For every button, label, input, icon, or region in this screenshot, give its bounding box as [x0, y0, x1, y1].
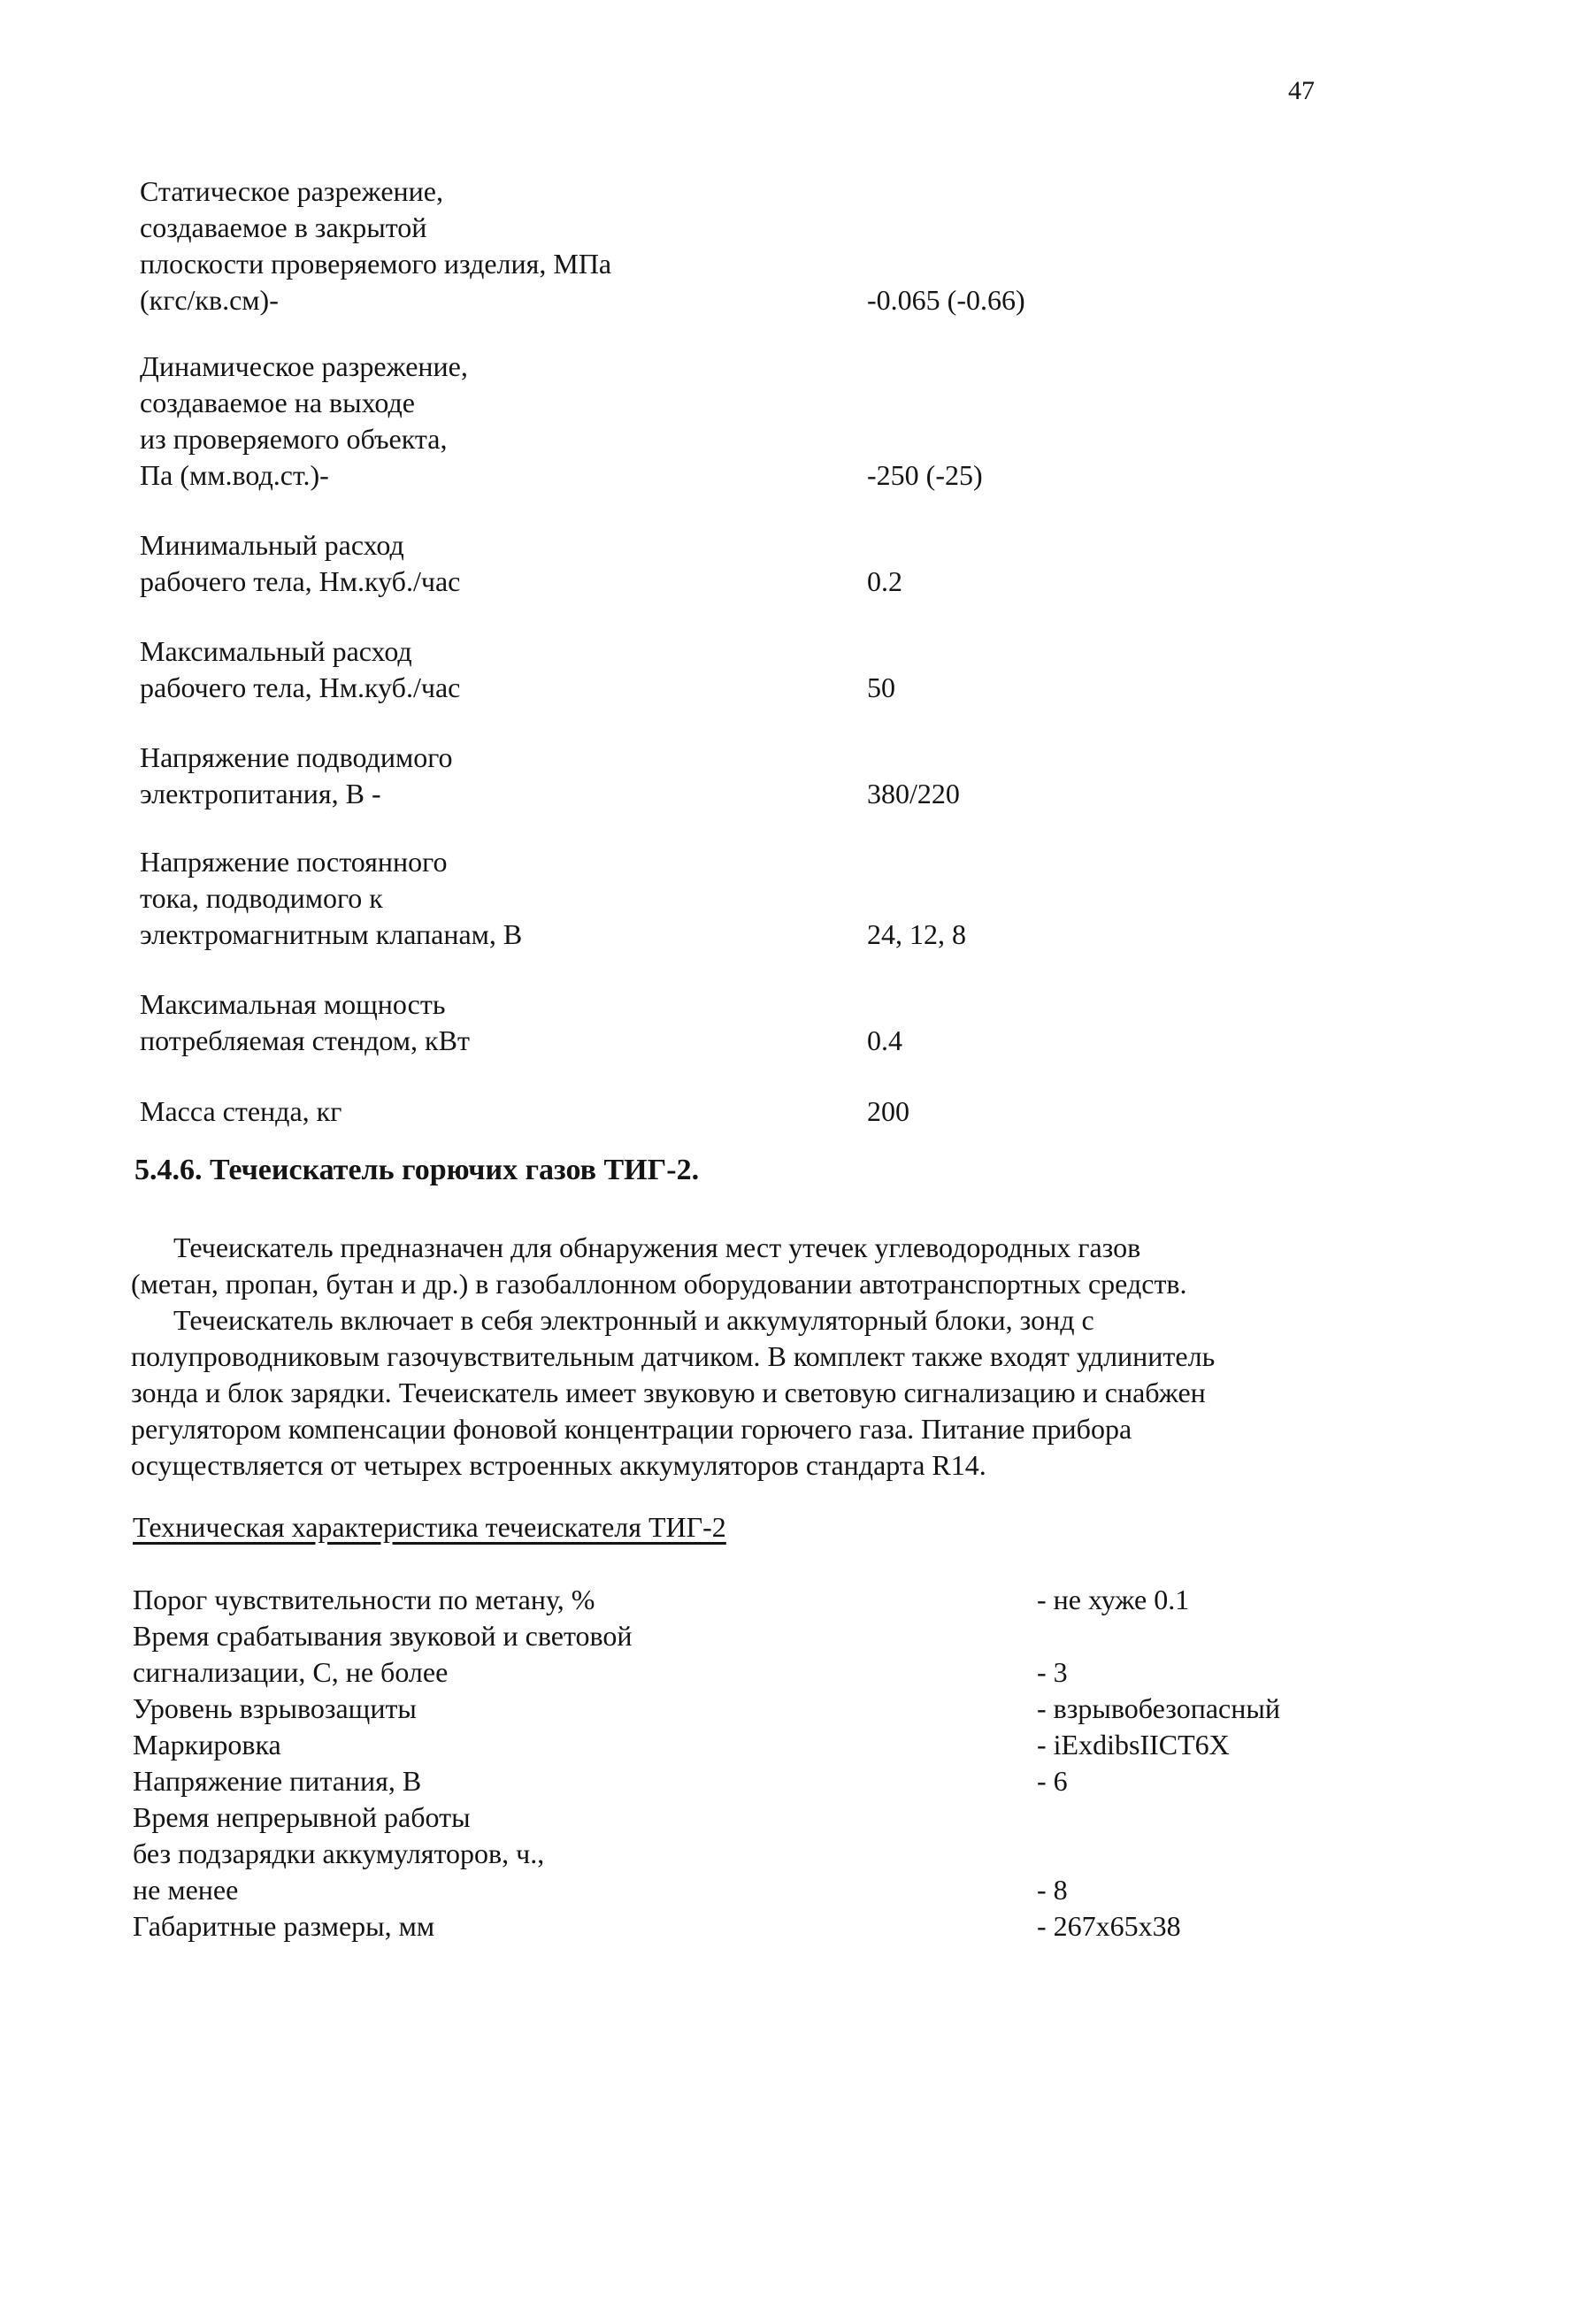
param-value: 24, 12, 8 [867, 918, 966, 950]
param-value: -250 (-25) [867, 459, 983, 491]
section-heading: 5.4.6. Течеискатель горючих газов ТИГ-2. [134, 1154, 700, 1186]
param-label: Минимальный расход рабочего тела, Нм.куб./час [140, 529, 461, 597]
spec-label: Габаритные размеры, мм [133, 1910, 435, 1942]
param-label: Максимальный расход рабочего тела, Нм.куб./час [140, 635, 461, 703]
spec-value [1037, 1799, 1280, 1836]
spec-value: - не хуже 0.1 [1037, 1584, 1190, 1615]
spec-label: Время непрерывной работы [133, 1801, 471, 1833]
spec-label: Порог чувствительности по метану, % [133, 1584, 595, 1615]
param-value: 380/220 [867, 778, 960, 809]
spec-label: Уровень взрывозащиты [133, 1692, 417, 1724]
param-label: Масса стенда, кг [140, 1095, 342, 1127]
param-value: -0.065 (-0.66) [867, 284, 1025, 316]
spec-label: сигнализации, С, не более [133, 1656, 449, 1688]
param-label: Напряжение подводимого электропитания, В - [140, 741, 453, 809]
spec-value: - 3 [1037, 1656, 1068, 1688]
spec-value: - 8 [1037, 1874, 1068, 1906]
spec-label: Маркировка [133, 1729, 281, 1761]
spec-value [1037, 1618, 1280, 1654]
paragraph: Течеискатель предназначен для обнаружения мест утечек углеводородных газов (метан, пропан, бутан и др.) в газобаллонном оборудовании автотранспортных средств. [131, 1231, 1187, 1300]
spec-values [1037, 1582, 1280, 1945]
spec-labels [133, 1582, 633, 1945]
param-label: Статическое разрежение, создаваемое в закрытой плоскости проверяемого изделия, МПа (кгс/кв.см)- [140, 175, 612, 316]
param-label: Динамическое разрежение, создаваемое на выходе из проверяемого объекта, Па (мм.вод.ст.)- [140, 350, 468, 491]
param-value: 0.4 [867, 1024, 902, 1056]
param-value: 0.2 [867, 565, 902, 597]
param-value: 200 [867, 1095, 909, 1127]
spec-label: Время срабатывания звуковой и световой [133, 1620, 633, 1652]
param-value: 50 [867, 671, 895, 703]
spec-label: без подзарядки аккумуляторов, ч., [133, 1837, 545, 1869]
param-label: Напряжение постоянного тока, подводимого к электромагнитным клапанам, В [140, 846, 523, 950]
param-label: Максимальная мощность потребляемая стендом, кВт [140, 988, 470, 1056]
page-number: 47 [1288, 76, 1315, 105]
paragraph: Течеискатель включает в себя электронный и аккумуляторный блоки, зонд с полупроводниковым газочувствительным датчиком. В комплект также входят удлинитель зонда и блок зарядки. Течеискатель имеет звуковую и световую сигнализацию и снабжен регулятором компенсации фоновой концентрации горючего газа. Питание прибора осуществляется от четырех встроенных аккумуляторов стандарта R14. [131, 1304, 1216, 1481]
spec-label: не менее [133, 1874, 239, 1906]
spec-value [1037, 1836, 1280, 1872]
spec-label: Напряжение питания, В [133, 1765, 422, 1797]
spec-value: - 267x65x38 [1037, 1910, 1181, 1942]
spec-value: - взрывобезопасный [1037, 1692, 1280, 1724]
spec-value: - 6 [1037, 1765, 1068, 1797]
spec-title: Техническая характеристика течеискателя ТИГ-2 [133, 1511, 726, 1543]
spec-value: - iExdibsIICT6X [1037, 1729, 1230, 1761]
